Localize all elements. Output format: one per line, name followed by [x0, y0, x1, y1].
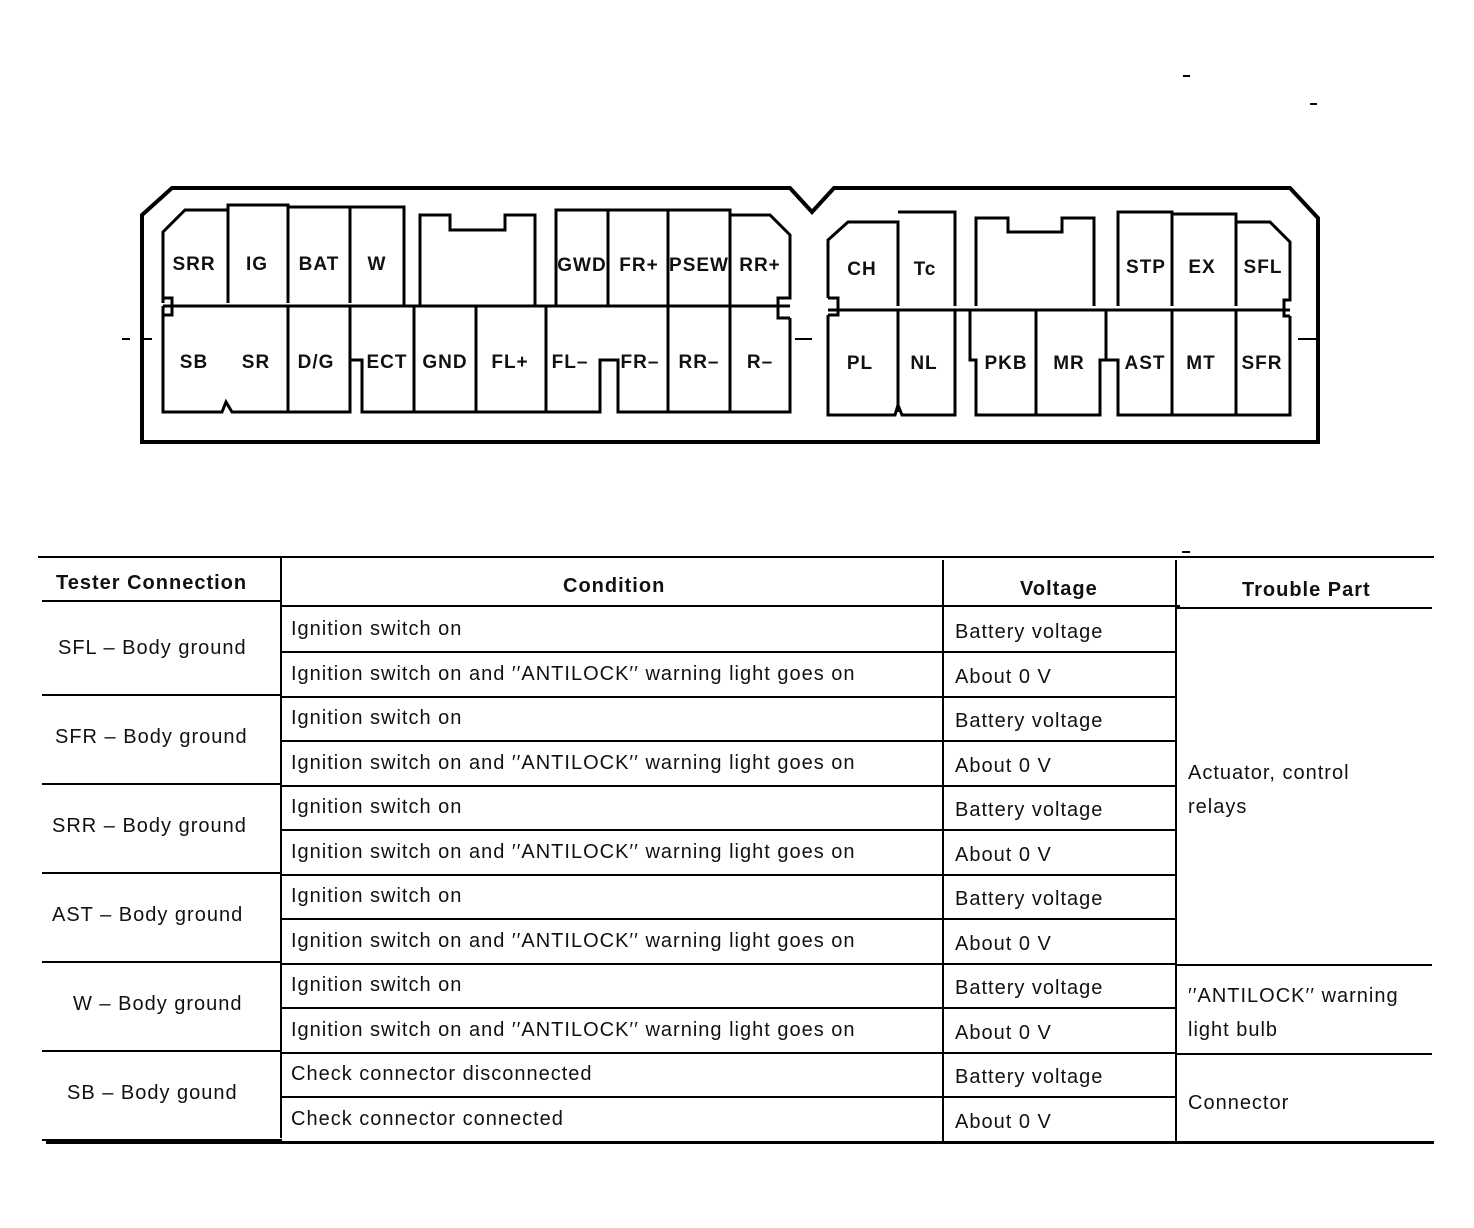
- pin-label: EX: [1188, 257, 1216, 278]
- pin-label: BAT: [298, 254, 340, 275]
- group-divider: [42, 1050, 282, 1052]
- tester-connection-cell: AST – Body ground: [52, 904, 244, 926]
- row-divider: [282, 1096, 1176, 1098]
- condition-cell: Ignition switch on: [291, 618, 463, 640]
- pin-label: W: [367, 254, 387, 275]
- pin-label: Tc: [913, 259, 937, 280]
- tester-connection-cell: SB – Body gound: [67, 1082, 238, 1104]
- condition-cell: Ignition switch on: [291, 707, 463, 729]
- voltage-cell: About 0 V: [955, 1111, 1052, 1133]
- condition-cell: Ignition switch on and ′′ANTILOCK′′ warning light goes on: [291, 930, 856, 952]
- voltage-cell: Battery voltage: [955, 621, 1104, 643]
- pin-label: AST: [1124, 353, 1166, 374]
- trouble-connector: Connector: [1188, 1092, 1290, 1114]
- pin-label: SFR: [1241, 353, 1283, 374]
- header-tester-connection: Tester Connection: [56, 572, 248, 594]
- pin-label: PL: [846, 353, 874, 374]
- voltage-cell: Battery voltage: [955, 799, 1104, 821]
- row-divider: [282, 874, 1176, 876]
- row-divider: [282, 696, 1176, 698]
- pin-label: PSEW: [669, 255, 729, 276]
- group-divider: [42, 961, 282, 963]
- voltage-cell: About 0 V: [955, 844, 1052, 866]
- row-divider: [282, 740, 1176, 742]
- voltage-cell: About 0 V: [955, 666, 1052, 688]
- pin-label: SFL: [1243, 257, 1283, 278]
- row-divider: [282, 651, 1176, 653]
- header-condition: Condition: [563, 575, 666, 597]
- group-divider: [42, 694, 282, 696]
- pin-label: PKB: [984, 353, 1028, 374]
- voltage-cell: About 0 V: [955, 755, 1052, 777]
- condition-cell: Ignition switch on: [291, 796, 463, 818]
- pin-label: IG: [245, 254, 269, 275]
- row-divider: [282, 785, 1176, 787]
- group-divider: [42, 783, 282, 785]
- voltage-cell: Battery voltage: [955, 888, 1104, 910]
- pin-label: D/G: [297, 352, 335, 373]
- pin-label: NL: [910, 353, 938, 374]
- check-connector-diagram: [0, 0, 1474, 520]
- condition-cell: Check connector connected: [291, 1108, 564, 1130]
- condition-cell: Ignition switch on and ′′ANTILOCK′′ warning light goes on: [291, 752, 856, 774]
- trouble-actuator-line2: relays: [1188, 796, 1248, 818]
- row-divider: [282, 1052, 1176, 1054]
- pin-label: FL–: [551, 352, 589, 373]
- pin-label: R–: [746, 352, 774, 373]
- condition-cell: Ignition switch on: [291, 974, 463, 996]
- pin-label: CH: [847, 259, 877, 280]
- tester-connection-cell: SFL – Body ground: [58, 637, 247, 659]
- tester-connection-cell: SFR – Body ground: [55, 726, 248, 748]
- trouble-actuator-line1: Actuator, control: [1188, 762, 1350, 784]
- condition-cell: Ignition switch on and ′′ANTILOCK′′ warning light goes on: [291, 841, 856, 863]
- group-divider: [42, 872, 282, 874]
- voltage-cell: Battery voltage: [955, 1066, 1104, 1088]
- condition-cell: Check connector disconnected: [291, 1063, 593, 1085]
- row-divider: [282, 1007, 1176, 1009]
- pin-label: FL+: [491, 352, 529, 373]
- pin-label: RR–: [678, 352, 720, 373]
- pin-label: GND: [422, 352, 468, 373]
- pin-label: FR–: [620, 352, 660, 373]
- pin-label: MT: [1186, 353, 1216, 374]
- pin-label: FR+: [619, 255, 659, 276]
- table-bottom-border: [46, 1141, 1434, 1144]
- condition-cell: Ignition switch on and ′′ANTILOCK′′ warning light goes on: [291, 1019, 856, 1041]
- pin-label: STP: [1126, 257, 1166, 278]
- voltage-cell: Battery voltage: [955, 977, 1104, 999]
- row-divider: [282, 918, 1176, 920]
- voltage-cell: Battery voltage: [955, 710, 1104, 732]
- tester-connection-cell: W – Body ground: [73, 993, 243, 1015]
- voltage-cell: About 0 V: [955, 1022, 1052, 1044]
- pin-label: SR: [241, 352, 271, 373]
- pin-label: ECT: [366, 352, 408, 373]
- trouble-bulb-line2: light bulb: [1188, 1019, 1279, 1041]
- row-divider: [282, 963, 1176, 965]
- row-divider: [282, 829, 1176, 831]
- pin-label: MR: [1053, 353, 1085, 374]
- tester-connection-cell: SRR – Body ground: [52, 815, 247, 837]
- pin-label: SB: [179, 352, 209, 373]
- voltage-cell: About 0 V: [955, 933, 1052, 955]
- pin-label: RR+: [739, 255, 781, 276]
- trouble-bulb-line1: ′′ANTILOCK′′ warning: [1188, 985, 1399, 1007]
- condition-cell: Ignition switch on and ′′ANTILOCK′′ warning light goes on: [291, 663, 856, 685]
- pin-label: SRR: [172, 254, 216, 275]
- pin-label: GWD: [557, 255, 607, 276]
- condition-cell: Ignition switch on: [291, 885, 463, 907]
- header-voltage: Voltage: [1020, 578, 1098, 600]
- header-trouble-part: Trouble Part: [1242, 579, 1371, 601]
